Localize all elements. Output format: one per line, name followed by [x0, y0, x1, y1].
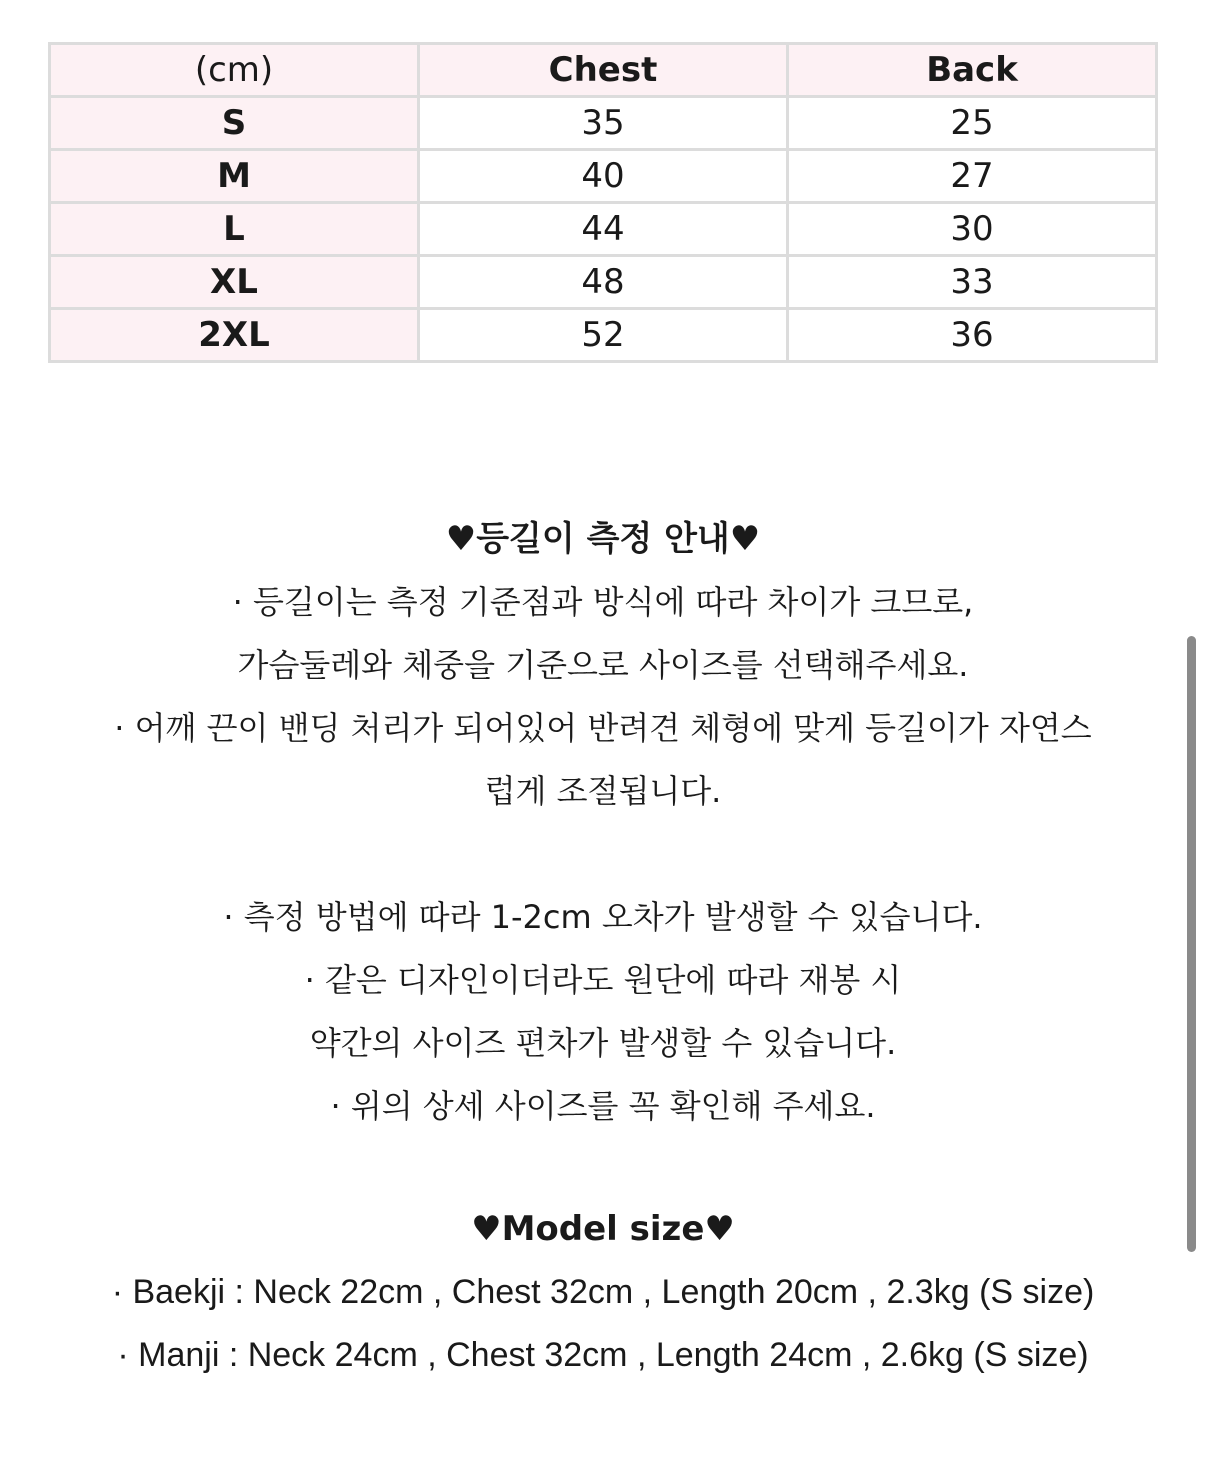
notice-title: ♥등길이 측정 안내♥ [445, 519, 761, 559]
back-value: 36 [788, 309, 1157, 362]
notice-line: · 어깨 끈이 밴딩 처리가 되어있어 반려견 체형에 맞게 등길이가 자연스 [114, 709, 1092, 747]
scrollbar-thumb[interactable] [1187, 636, 1196, 1252]
chest-value: 35 [419, 97, 788, 150]
model-line: · Baekji : Neck 22cm , Chest 32cm , Length 20cm , 2.3kg (S size) [111, 1273, 1095, 1311]
header-chest: Chest [419, 44, 788, 97]
back-value: 27 [788, 150, 1157, 203]
size-label: M [50, 150, 419, 203]
back-length-notice [0, 508, 1206, 1138]
table-row [50, 256, 1157, 309]
notice-line: · 위의 상세 사이즈를 꼭 확인해 주세요. [330, 1087, 876, 1125]
notice-line: · 같은 디자인이더라도 원단에 따라 재봉 시 [304, 961, 902, 999]
notice-line: 약간의 사이즈 편차가 발생할 수 있습니다. [309, 1024, 897, 1062]
size-label: L [50, 203, 419, 256]
model-size-title: ♥Model size♥ [471, 1209, 735, 1249]
header-back: Back [788, 44, 1157, 97]
chest-value: 48 [419, 256, 788, 309]
chest-value: 40 [419, 150, 788, 203]
table-row [50, 97, 1157, 150]
table-row [50, 203, 1157, 256]
size-table [48, 42, 1158, 363]
size-label: XL [50, 256, 419, 309]
notice-line: 가슴둘레와 체중을 기준으로 사이즈를 선택해주세요. [237, 646, 969, 684]
table-header-row [50, 44, 1157, 97]
size-label: S [50, 97, 419, 150]
back-value: 33 [788, 256, 1157, 309]
chest-value: 44 [419, 203, 788, 256]
back-value: 25 [788, 97, 1157, 150]
size-label: 2XL [50, 309, 419, 362]
spacer [0, 823, 1206, 886]
model-size-section [0, 1198, 1206, 1387]
model-line: · Manji : Neck 24cm , Chest 32cm , Length 24cm , 2.6kg (S size) [117, 1336, 1089, 1374]
notice-line: · 측정 방법에 따라 1-2cm 오차가 발생할 수 있습니다. [223, 898, 983, 936]
notice-line: 럽게 조절됩니다. [484, 772, 722, 810]
table-row [50, 150, 1157, 203]
back-value: 30 [788, 203, 1157, 256]
notice-line: · 등길이는 측정 기준점과 방식에 따라 차이가 크므로, [232, 583, 974, 621]
table-row [50, 309, 1157, 362]
header-unit: (cm) [50, 44, 419, 97]
chest-value: 52 [419, 309, 788, 362]
